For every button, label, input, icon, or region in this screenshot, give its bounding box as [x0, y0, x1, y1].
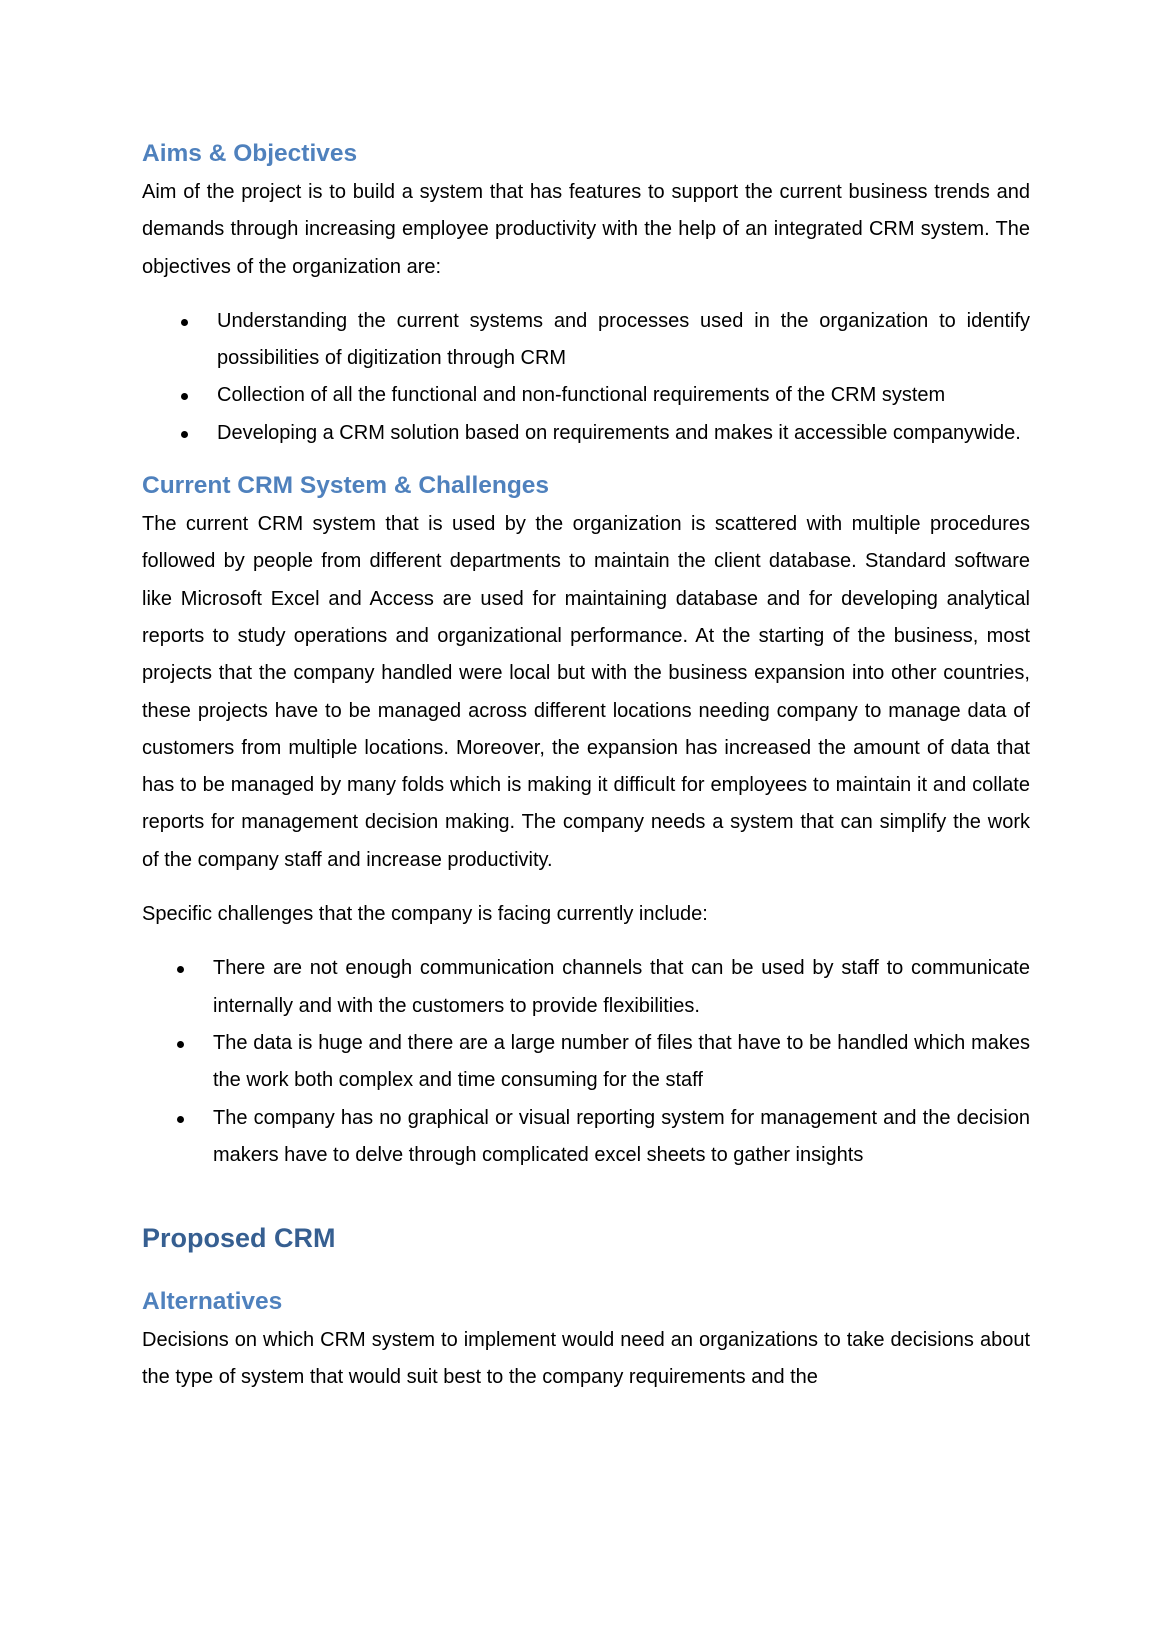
list-item — [142, 377, 1030, 414]
bullet-icon — [177, 1041, 184, 1048]
challenges-list — [142, 950, 1030, 1174]
aims-intro-paragraph: Aim of the project is to build a system that has features to support the current business trends and demands through increasing employee productivity with the help of an integrated CRM system. The objectives of the organization are: — [142, 181, 1030, 278]
list-item — [142, 303, 1030, 378]
bullet-icon — [177, 966, 184, 973]
list-item — [142, 1100, 1030, 1175]
list-item-text: Collection of all the functional and non-functional requirements of the CRM system — [217, 384, 946, 407]
list-item-text: The data is huge and there are a large number of files that have to be handled which makes the work both complex and time consuming for the staff — [213, 1031, 1030, 1092]
objectives-list — [142, 303, 1030, 452]
bullet-icon — [177, 1116, 184, 1123]
list-item — [142, 950, 1030, 1025]
list-item — [142, 1025, 1030, 1100]
list-item-text: Developing a CRM solution based on requirements and makes it accessible companywide. — [217, 421, 1021, 444]
list-item-text: There are not enough communication channels that can be used by staff to communicate internally and with the customers to provide flexibilities. — [213, 957, 1030, 1017]
list-item — [142, 415, 1030, 452]
alternatives-paragraph: Decisions on which CRM system to implement would need an organizations to take decisions about the type of system that would suit best to the company requirements and the — [142, 1329, 1030, 1389]
aims-heading: Aims & Objectives — [142, 140, 358, 167]
alternatives-heading: Alternatives — [142, 1288, 283, 1316]
list-item-text: The company has no graphical or visual reporting system for management and the decision makers have to delve through complicated excel sheets to gather insights — [213, 1106, 1030, 1166]
list-item-text: Understanding the current systems and processes used in the organization to identify possibilities of digitization through CRM — [217, 309, 1030, 370]
current-crm-paragraph: The current CRM system that is used by the organization is scattered with multiple procedures followed by people from different departments to maintain the client database. Standard software like Microsoft Excel and Access are used for maintaining database and for developing analytical reports to study operations and organizational performance. At the starting of the business, most projects that the company handled were local but with the business expansion into other countries, these projects have to be managed across different locations needing company to manage data of customers from multiple locations. Moreover, the expansion has increased the amount of data that has to be managed by many folds which is making it difficult for employees to maintain it and collate reports for management decision making. The company needs a system that can simplify the work of the company staff and increase productivity. — [142, 513, 1030, 871]
bullet-icon — [181, 393, 188, 400]
bullet-icon — [181, 431, 188, 438]
current-crm-heading: Current CRM System & Challenges — [142, 472, 550, 500]
challenges-intro-paragraph: Specific challenges that the company is facing currently include: — [142, 903, 708, 926]
document-page — [142, 136, 1030, 1397]
proposed-crm-heading: Proposed CRM — [142, 1223, 336, 1254]
bullet-icon — [181, 319, 188, 326]
